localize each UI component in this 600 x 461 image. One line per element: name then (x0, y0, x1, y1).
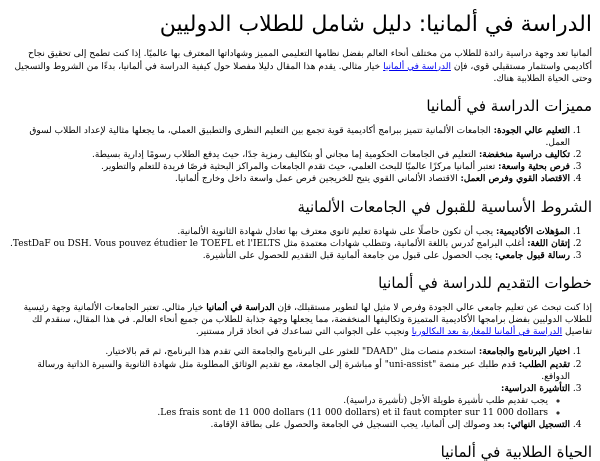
list-item (8, 161, 570, 173)
list-item (8, 173, 570, 185)
item-text: بعد وصولك إلى ألمانيا، يجب التسجيل في الجامعة والحصول على بطاقة الإقامة. (210, 420, 508, 431)
item-title: التسجيل النهائي: (507, 420, 570, 431)
advantages-list (8, 125, 592, 186)
list-item (8, 125, 570, 149)
list-item (8, 149, 570, 161)
list-item (8, 346, 570, 358)
item-title: اختيار البرنامج والجامعة: (478, 347, 570, 358)
item-title: التأشيرة الدراسية: (501, 383, 570, 394)
item-title: التعليم عالي الجودة: (493, 125, 570, 136)
application-intro-before: إذا كنت تبحث عن تعليم جامعي عالي الجودة وفرص لا مثيل لها لتطوير مستقبلك، فإن (277, 302, 592, 313)
sub-list-item: ◦ يجب تقديم طلب تأشيرة طويلة الأجل (تأشيرة دراسية). (8, 395, 548, 407)
visa-sublist (8, 395, 570, 419)
item-text: التعليم في الجامعات الحكومية إما مجاني أو بتكاليف رمزية جدًا، حيث يدفع الطلاب رسومًا إدارية بسيطة. (92, 150, 479, 161)
section-heading-requirements: الشروط الأساسية للقبول في الجامعات الألمانية (297, 197, 592, 216)
intro-text-before: ألمانيا تعد وجهة دراسية رائدة للطلاب من مختلف أنحاء العالم بفضل نظامها التعليمي المميز وشهاداتها المعترف بها عالميًا. إذا كنت تطمح إلى تحقيق نجاح أكاديمي واستثمار مستقبلي قوي، فإن (28, 49, 592, 72)
list-item (8, 383, 570, 419)
item-title: تقديم الطلب: (518, 359, 570, 370)
intro-paragraph (8, 48, 592, 84)
item-text: يجب أن تكون حاصلًا على شهادة تعليم ثانوي معترف بها تعادل شهادة الثانوية الألمانية. (177, 226, 496, 237)
item-title: تكاليف دراسية منخفضة: (478, 150, 570, 161)
section-heading-application-steps: خطوات التقديم للدراسة في ألمانيا (378, 273, 592, 292)
item-title: إتقان اللغة: (527, 238, 570, 249)
item-text: يجب الحصول على قبول من جامعة ألمانية قبل التقديم للحصول على التأشيرة. (202, 250, 496, 261)
morocco-study-link[interactable]: الدراسة في ألمانيا للمغاربة بعد البكالوريا (411, 327, 563, 338)
section-heading-student-life: الحياة الطلابية في ألمانيا (440, 443, 592, 461)
application-intro-paragraph (8, 302, 592, 338)
list-item (8, 359, 570, 383)
item-text: أغلب البرامج تُدرس باللغة الألمانية، وتتطلب شهادات معتمدة مثل TestDaF ou DSH. Vous pouvez étudier le TOEFL et l'IELTS. (10, 238, 528, 249)
item-text: استخدم منصات مثل "DAAD" للعثور على البرنامج والجامعة التي تقدم هذا البرنامج، ثم قم بالاختيار. (105, 347, 479, 358)
item-title: الاقتصاد القوي وفرص العمل: (460, 174, 570, 185)
application-intro-bold: الدراسة في ألمانيا (206, 302, 275, 313)
intro-link[interactable]: الدراسة في ألمانيا (383, 61, 451, 72)
requirements-list (8, 226, 592, 262)
application-intro-middle: خيار مثالي. تعتبر الجامعات الألمانية وجهة رئيسية للطلاب الدوليين بفضل برامجها الأكاديمية المتميزة وتكاليفها المنخفضة، مما يجعلها وجهة جذابة للطلاب من جميع أنحاء العالم. في هذا المقال، سنقدم لك تفاصيل (23, 302, 592, 338)
application-steps-list (8, 346, 592, 431)
list-item (8, 419, 570, 431)
section-heading-advantages: مميزات الدراسة في ألمانيا (426, 96, 592, 115)
item-text: قدم طلبك عبر منصة "uni-assist" أو مباشرة إلى الجامعة، مع تقديم الوثائق المطلوبة مثل شهادة الثانوية والسيرة الذاتية ورسالة الدوافع. (37, 359, 570, 382)
page-title: الدراسة في ألمانيا: دليل شامل للطلاب الدوليين (159, 12, 592, 37)
list-item (8, 238, 570, 250)
item-text: الاقتصاد الألماني القوي يتيح للخريجين فرص عمل واسعة داخل وخارج ألمانيا. (175, 174, 461, 185)
item-title: فرص بحثية واسعة: (498, 162, 570, 173)
list-item (8, 250, 570, 262)
list-item (8, 226, 570, 238)
item-title: رسالة قبول جامعي: (495, 250, 570, 261)
item-text: تعتبر ألمانيا مركزًا عالميًا للبحث العلمي، حيث تقدم الجامعات والمراكز البحثية فرصًا فريدة للتعلم والتطوير. (101, 162, 499, 173)
intro-text-after: خيار مثالي. يقدم هذا المقال دليلا مفصلا حول كيفية الدراسة في ألمانيا، بدءًا من الشروط والتسجيل وحتى الحياة الطلابية هناك. (14, 61, 592, 84)
application-intro-after: ونجيب على الجوانب التي تساعدك في اتخاذ قرار مستنير. (195, 327, 409, 338)
item-title: المؤهلات الأكاديمية: (495, 226, 570, 237)
item-text: الجامعات الألمانية تتميز ببرامج أكاديمية قوية تجمع بين التعليم النظري والتطبيق العملي، ما يجعلها مثالية لإعداد الطلاب لسوق العمل. (29, 125, 570, 148)
sub-list-item: ◦ Les frais sont de 11 000 dollars (11 000 dollars) et il faut compter sur 11 000 dollars. (8, 407, 548, 419)
